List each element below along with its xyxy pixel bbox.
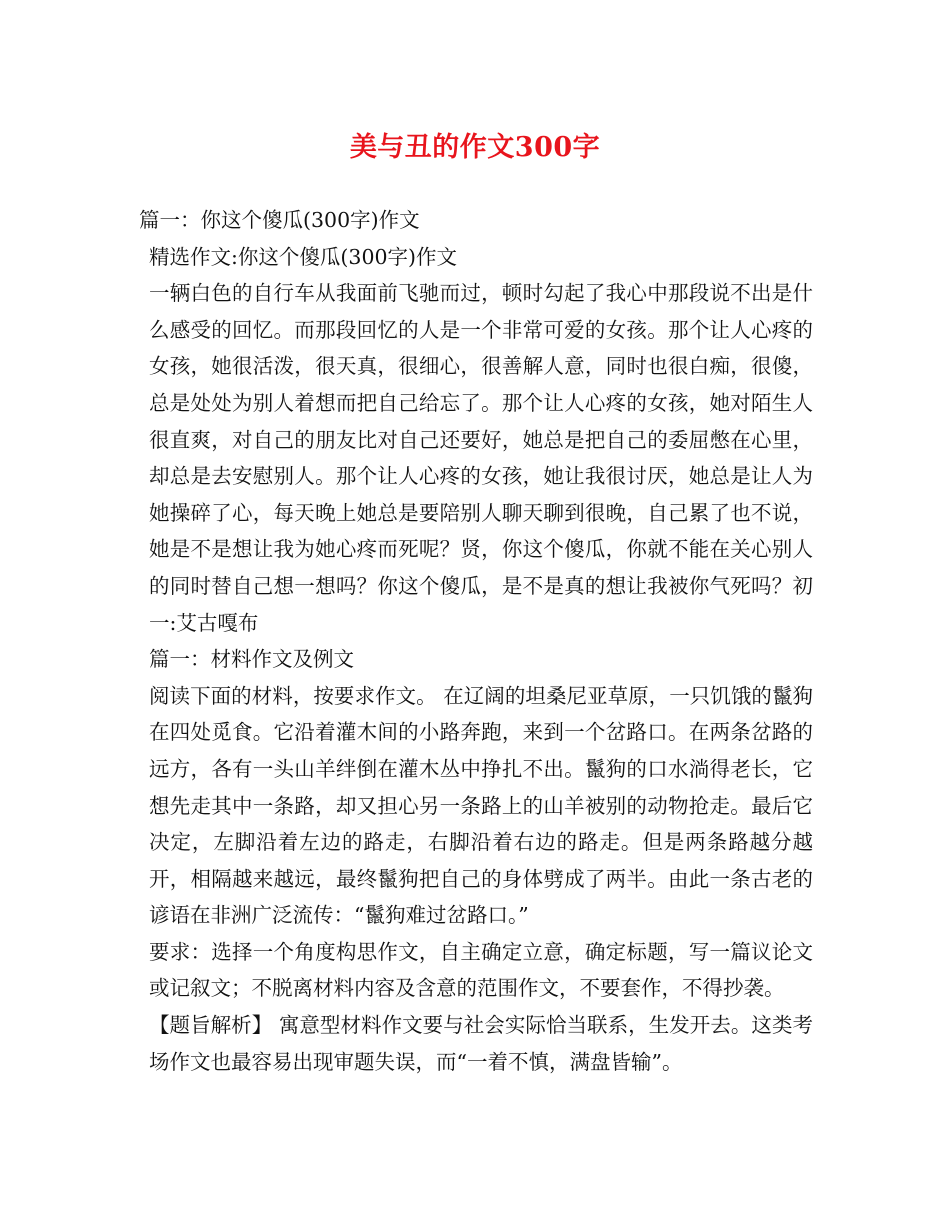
- paragraph-requirement: 要求：选择一个角度构思作文，自主确定立意，确定标题，写一篇议论文或记叙文；不脱离材料内容及含意的范围作文，不要套作，不得抄袭。: [149, 939, 813, 1001]
- paragraph-heading-2: 篇一：材料作文及例文: [149, 647, 354, 672]
- paragraph-analysis: 【题旨解析】 寓意型材料作文要与社会实际恰当联系，生发开去。这类考场作文也最容易出现审题失误，而“一着不慎，满盘皆输”。: [149, 1013, 813, 1074]
- paragraph-heading-1: 篇一：你这个傻瓜(300字)作文: [139, 208, 420, 232]
- document-title: 美与丑的作文300字: [349, 132, 601, 163]
- paragraph-subheading-1: 精选作文:你这个傻瓜(300字)作文: [149, 244, 458, 269]
- paragraph-material: 阅读下面的材料，按要求作文。 在辽阔的坦桑尼亚草原，一只饥饿的鬣狗在四处觅食。它沿着灌木间的小路奔跑，来到一个岔路口。在两条岔路的远方，各有一头山羊绊倒在灌木丛中挣扎不出。鬣狗的口水淌得老长，它想先走其中一条路，却又担心另一条路上的山羊被别的动物抢走。最后它决定，左脚沿着左边的路走，右脚沿着右边的路走。但是两条路越分越开，相隔越来越远，最终鬣狗把自己的身体劈成了两半。由此一条古老的谚语在非洲广泛流传：“鬣狗难过岔路口。”: [149, 683, 813, 928]
- document-body: [139, 202, 813, 1080]
- paragraph-essay-1: 一辆白色的自行车从我面前飞驰而过，顿时勾起了我心中那段说不出是什么感受的回忆。而那段回忆的人是一个非常可爱的女孩。那个让人心疼的女孩，她很活泼，很天真，很细心，很善解人意，同时也很白痴，很傻，总是处处为别人着想而把自己给忘了。那个让人心疼的女孩，她对陌生人很直爽，对自己的朋友比对自己还要好，她总是把自己的委屈憋在心里，却总是去安慰别人。那个让人心疼的女孩，她让我很讨厌，她总是让人为她操碎了心，每天晚上她总是要陪别人聊天聊到很晚，自己累了也不说，她是不是想让我为她心疼而死呢？贤，你这个傻瓜，你就不能在关心别人的同时替自己想一想吗？你这个傻瓜，是不是真的想让我被你气死吗？初一:艾古嘎布: [149, 281, 813, 635]
